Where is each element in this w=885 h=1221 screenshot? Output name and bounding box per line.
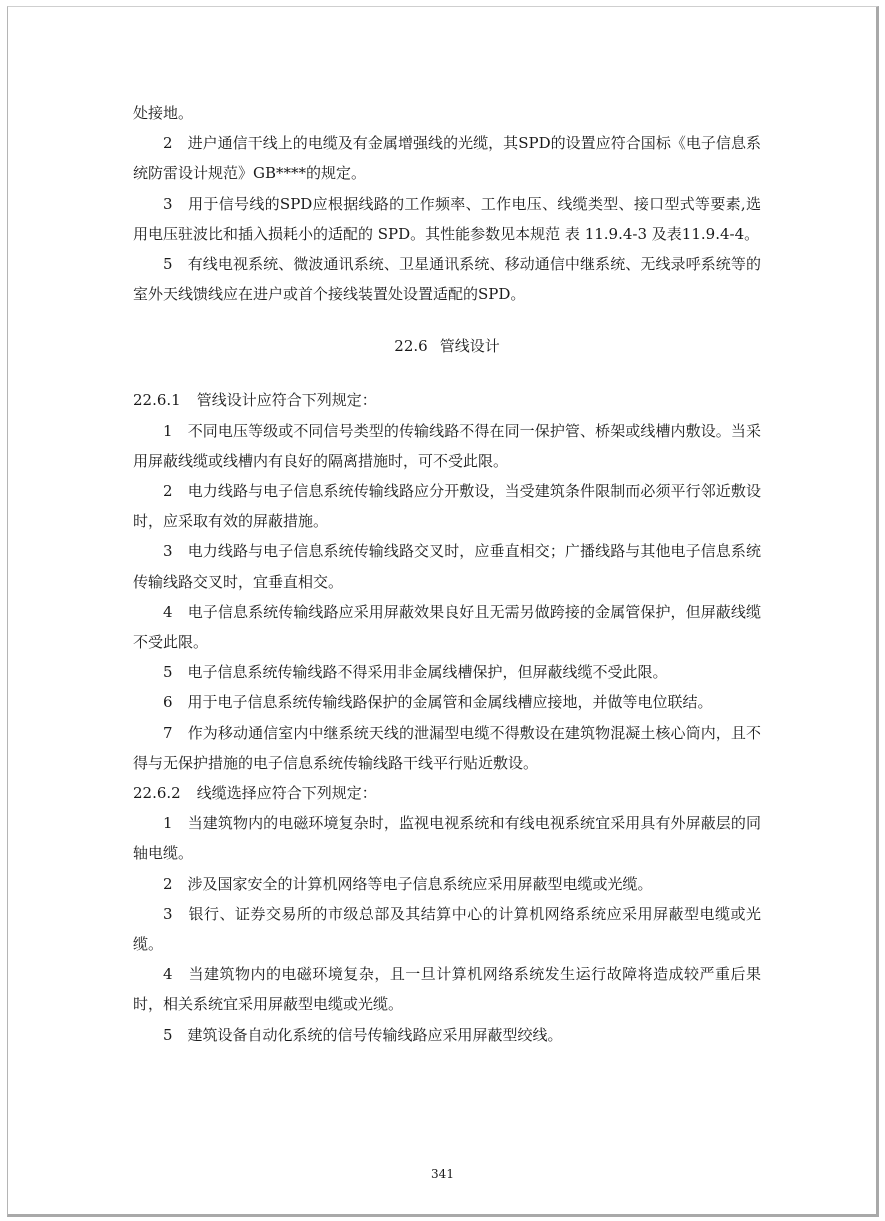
list-item: 1 不同电压等级或不同信号类型的传输线路不得在同一保护管、桥架或线槽内敷设。当采用屏蔽线缆或线槽内有良好的隔离措施时，可不受此限。 <box>133 421 761 470</box>
clause-number: 22.6.2 <box>133 784 181 803</box>
clause-title: 管线设计应符合下列规定： <box>196 391 377 410</box>
list-item: 7 作为移动通信室内中继系统天线的泄漏型电缆不得敷设在建筑物混凝土核心筒内，且不得与无保护措施的电子信息系统传输线路干线平行贴近敷设。 <box>133 723 761 772</box>
clause-heading <box>133 778 761 808</box>
list-item: 4 电子信息系统传输线路应采用屏蔽效果良好且无需另做跨接的金属管保护，但屏蔽线缆不受此限。 <box>133 602 761 652</box>
page-number: 341 <box>431 1167 454 1181</box>
continued-paragraph: 处接地。 <box>133 104 194 122</box>
list-item: 6 用于电子信息系统传输线路保护的金属管和金属线槽应接地，并做等电位联结。 <box>163 693 713 712</box>
list-item: 2 进户通信干线上的电缆及有金属增强线的光缆，其SPD的设置应符合国标《电子信息系统防雷设计规范》GB****的规定。 <box>133 134 761 183</box>
list-item: 3 银行、证券交易所的市级总部及其结算中心的计算机网络系统应采用屏蔽型电缆或光缆。 <box>133 904 761 954</box>
clause-heading <box>133 385 761 415</box>
page-body <box>133 98 761 1050</box>
list-item: 3 电力线路与电子信息系统传输线路交叉时，应垂直相交；广播线路与其他电子信息系统传输线路交叉时，宜垂直相交。 <box>133 542 761 591</box>
list-item: 4 当建筑物内的电磁环境复杂，且一旦计算机网络系统发生运行故障将造成较严重后果时，相关系统宜采用屏蔽型电缆或光缆。 <box>133 965 761 1014</box>
list-item: 1 当建筑物内的电磁环境复杂时，监视电视系统和有线电视系统宜采用具有外屏蔽层的同轴电缆。 <box>133 814 761 863</box>
section-title: 管线设计 <box>439 337 500 356</box>
section-heading <box>133 331 761 361</box>
list-item: 5 电子信息系统传输线路不得采用非金属线槽保护，但屏蔽线缆不受此限。 <box>163 663 668 682</box>
clause-title: 线缆选择应符合下列规定： <box>196 784 377 803</box>
list-item: 2 涉及国家安全的计算机网络等电子信息系统应采用屏蔽型电缆或光缆。 <box>163 874 653 893</box>
clause-number: 22.6.1 <box>133 391 181 410</box>
list-item: 3 用于信号线的SPD应根据线路的工作频率、工作电压、线缆类型、接口型式等要素,选用电压驻波比和插入损耗小的适配的 SPD。其性能参数见本规范 表 11.9.4-3 及表11.9.4-4。 <box>133 194 761 243</box>
section-number: 22.6 <box>394 337 428 356</box>
list-item: 5 有线电视系统、微波通讯系统、卫星通讯系统、移动通信中继系统、无线录呼系统等的室外天线馈线应在进户或首个接线装置处设置适配的SPD。 <box>133 255 761 304</box>
list-item: 2 电力线路与电子信息系统传输线路应分开敷设，当受建筑条件限制而必须平行邻近敷设时，应采取有效的屏蔽措施。 <box>133 482 761 531</box>
list-item: 5 建筑设备自动化系统的信号传输线路应采用屏蔽型绞线。 <box>163 1025 563 1044</box>
